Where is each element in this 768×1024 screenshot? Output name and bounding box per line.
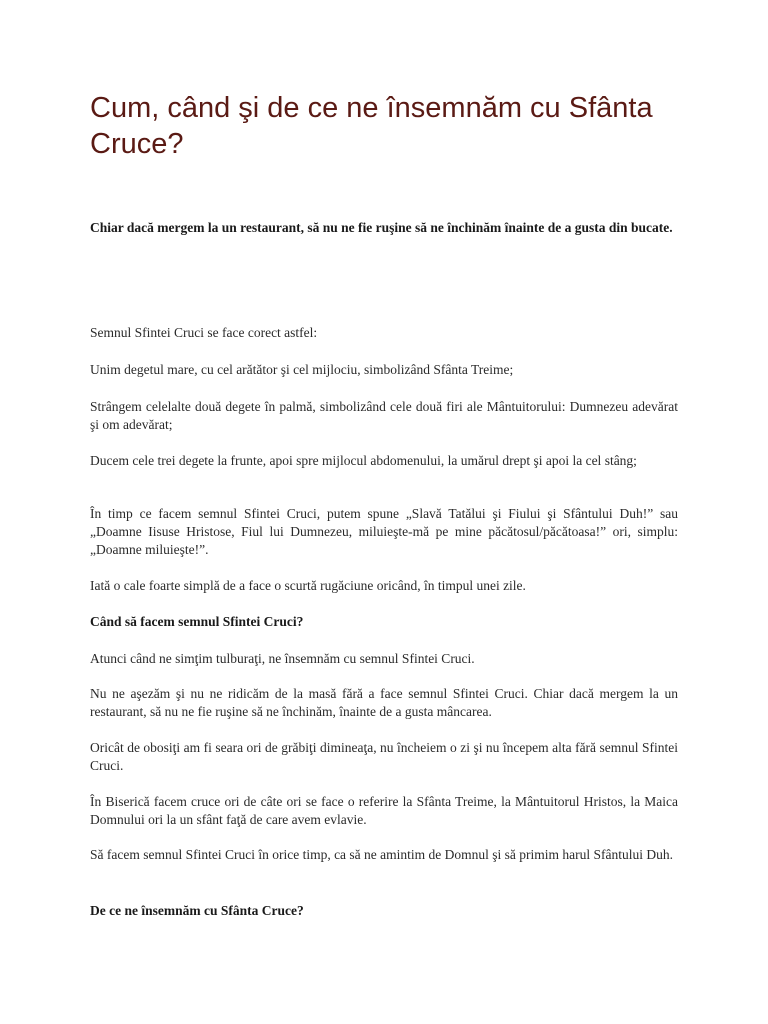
paragraph-troubled: Atunci când ne simţim tulburaţi, ne însemnăm cu semnul Sfintei Cruci. <box>90 651 475 666</box>
paragraph-step-1: Unim degetul mare, cu cel arătător şi cel mijlociu, simbolizând Sfânta Treime; <box>90 362 514 377</box>
paragraph-church: În Biserică facem cruce ori de câte ori se face o referire la Sfânta Treime, la Mântuitorul Hristos, la Maica Domnului ori la un sfânt faţă de care avem evlavie. <box>90 794 678 827</box>
paragraph-always: Să facem semnul Sfintei Cruci în orice timp, ca să ne amintim de Domnul şi să primim harul Sfântului Duh. <box>90 847 674 862</box>
paragraph-table: Nu ne aşezăm şi nu ne ridicăm de la masă fără a face semnul Sfintei Cruci. Chiar dacă mergem la un restaurant, să nu ne fie ruşine să ne închinăm, înainte de a gusta mâncarea. <box>90 686 678 719</box>
paragraph-step-3: Ducem cele trei degete la frunte, apoi spre mijlocul abdomenului, la umărul drept şi apoi la cel stâng; <box>90 453 637 468</box>
paragraph-simple-way: Iată o cale foarte simplă de a face o scurtă rugăciune oricând, în timpul unei zile. <box>90 578 526 593</box>
paragraph-intro: Semnul Sfintei Cruci se face corect astfel: <box>90 325 318 340</box>
page-title: Cum, când şi de ce ne însemnăm cu Sfânta Cruce? <box>90 92 653 160</box>
paragraph-prayer: În timp ce facem semnul Sfintei Cruci, putem spune „Slavă Tatălui şi Fiului şi Sfântului Duh!” sau „Doamne Iisuse Hristose, Fiul lui Dumnezeu, miluieşte-mă pe mine păcătosul/păcătoasa!” ori, simplu: „Doamne miluieşte!”. <box>90 506 678 557</box>
section-heading-why: De ce ne însemnăm cu Sfânta Cruce? <box>90 903 304 918</box>
paragraph-day: Oricât de obosiţi am fi seara ori de grăbiţi dimineaţa, nu încheiem o zi şi nu începem alta fără semnul Sfintei Cruci. <box>90 740 678 773</box>
paragraph-step-2: Strângem celelalte două degete în palmă, simbolizând cele două firi ale Mântuitorului: Dumnezeu adevărat şi om adevărat; <box>90 399 678 432</box>
lead-paragraph: Chiar dacă mergem la un restaurant, să nu ne fie ruşine să ne închinăm înainte de a gusta din bucate. <box>90 220 673 235</box>
section-heading-when: Când să facem semnul Sfintei Cruci? <box>90 614 304 629</box>
